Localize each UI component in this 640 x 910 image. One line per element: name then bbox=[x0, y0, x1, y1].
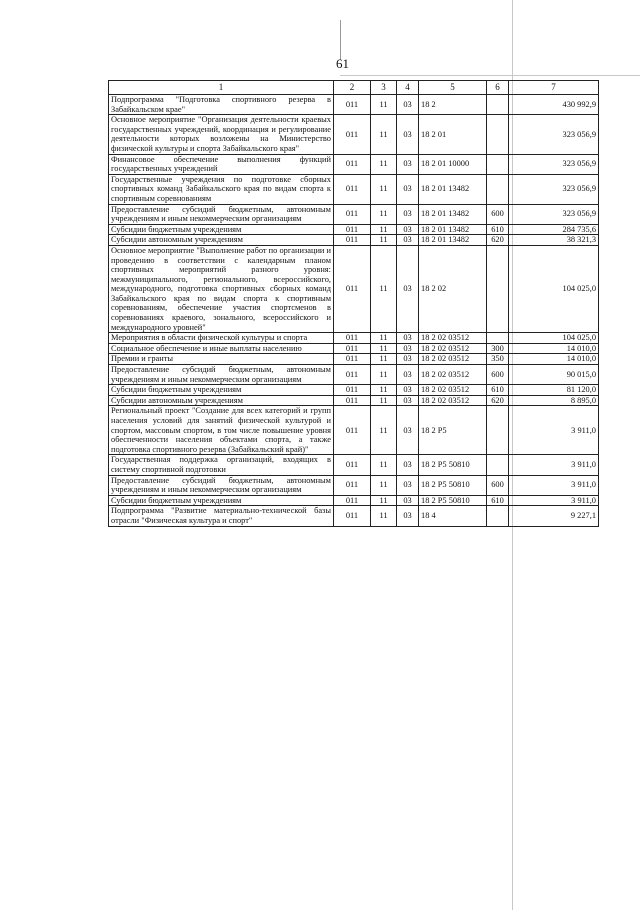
table-row bbox=[109, 406, 599, 455]
expense-type-code bbox=[487, 333, 509, 344]
row-name: Предоставление субсидий бюджетным, автономным учреждениям и иным некоммерческим организациям bbox=[109, 204, 334, 224]
target-article-code: 18 2 P5 bbox=[419, 406, 487, 455]
expense-type-code: 600 bbox=[487, 365, 509, 385]
target-article-code: 18 2 02 03512 bbox=[419, 395, 487, 406]
ministry-code: 011 bbox=[334, 245, 371, 332]
amount: 14 010,0 bbox=[509, 343, 599, 354]
row-name: Региональный проект "Создание для всех категорий и групп населения условий для занятий физической культурой и спортом, массовым спортом, в том числе повышение уровня обеспеченности населения объектами спорта, а также подготовка спортивного резерва (Забайкальский край)" bbox=[109, 406, 334, 455]
row-name: Премии и гранты bbox=[109, 354, 334, 365]
target-article-code: 18 2 02 bbox=[419, 245, 487, 332]
target-article-code: 18 2 P5 50810 bbox=[419, 475, 487, 495]
subsection-code: 03 bbox=[397, 224, 419, 235]
table-row bbox=[109, 115, 599, 154]
table-row bbox=[109, 475, 599, 495]
subsection-code: 03 bbox=[397, 115, 419, 154]
table-row bbox=[109, 235, 599, 246]
row-name: Субсидии бюджетным учреждениям bbox=[109, 495, 334, 506]
expense-type-code: 600 bbox=[487, 475, 509, 495]
column-header-4: 4 bbox=[397, 81, 419, 95]
column-header-6: 6 bbox=[487, 81, 509, 95]
row-name: Социальное обеспечение и иные выплаты населению bbox=[109, 343, 334, 354]
ministry-code: 011 bbox=[334, 495, 371, 506]
amount: 14 010,0 bbox=[509, 354, 599, 365]
target-article-code: 18 2 02 03512 bbox=[419, 385, 487, 396]
section-code: 11 bbox=[371, 333, 397, 344]
amount: 9 227,1 bbox=[509, 506, 599, 526]
row-name: Основное мероприятие "Организация деятельности краевых государственных учреждений, координация и регулирование деятельности которых возложены на Министерство физической культуры и спорта Забайкальского края" bbox=[109, 115, 334, 154]
section-code: 11 bbox=[371, 495, 397, 506]
subsection-code: 03 bbox=[397, 385, 419, 396]
subsection-code: 03 bbox=[397, 154, 419, 174]
column-header-1: 1 bbox=[109, 81, 334, 95]
budget-table bbox=[108, 80, 599, 527]
subsection-code: 03 bbox=[397, 204, 419, 224]
table-row bbox=[109, 343, 599, 354]
amount: 81 120,0 bbox=[509, 385, 599, 396]
amount: 90 015,0 bbox=[509, 365, 599, 385]
target-article-code: 18 2 P5 50810 bbox=[419, 455, 487, 475]
row-name: Субсидии автономным учреждениям bbox=[109, 235, 334, 246]
target-article-code: 18 2 01 13482 bbox=[419, 235, 487, 246]
amount: 323 056,9 bbox=[509, 154, 599, 174]
expense-type-code: 300 bbox=[487, 343, 509, 354]
row-name: Финансовое обеспечение выполнения функций государственных учреждений bbox=[109, 154, 334, 174]
ministry-code: 011 bbox=[334, 455, 371, 475]
ministry-code: 011 bbox=[334, 506, 371, 526]
table-row bbox=[109, 365, 599, 385]
expense-type-code bbox=[487, 245, 509, 332]
subsection-code: 03 bbox=[397, 495, 419, 506]
ministry-code: 011 bbox=[334, 115, 371, 154]
amount: 3 911,0 bbox=[509, 406, 599, 455]
subsection-code: 03 bbox=[397, 343, 419, 354]
expense-type-code: 620 bbox=[487, 235, 509, 246]
target-article-code: 18 2 01 10000 bbox=[419, 154, 487, 174]
column-header-3: 3 bbox=[371, 81, 397, 95]
expense-type-code bbox=[487, 406, 509, 455]
expense-type-code bbox=[487, 455, 509, 475]
ministry-code: 011 bbox=[334, 354, 371, 365]
row-name: Подпрограмма "Развитие материально-технической базы отрасли "Физическая культура и спорт" bbox=[109, 506, 334, 526]
expense-type-code bbox=[487, 174, 509, 204]
ministry-code: 011 bbox=[334, 95, 371, 115]
section-code: 11 bbox=[371, 354, 397, 365]
section-code: 11 bbox=[371, 154, 397, 174]
ministry-code: 011 bbox=[334, 343, 371, 354]
expense-type-code: 610 bbox=[487, 224, 509, 235]
row-name: Государственная поддержка организаций, входящих в систему спортивной подготовки bbox=[109, 455, 334, 475]
subsection-code: 03 bbox=[397, 506, 419, 526]
table-row bbox=[109, 495, 599, 506]
amount: 104 025,0 bbox=[509, 333, 599, 344]
subsection-code: 03 bbox=[397, 95, 419, 115]
section-code: 11 bbox=[371, 455, 397, 475]
row-name: Государственные учреждения по подготовке сборных спортивных команд Забайкальского края по видам спорта к спортивным соревнованиям bbox=[109, 174, 334, 204]
table-row bbox=[109, 154, 599, 174]
target-article-code: 18 2 02 03512 bbox=[419, 354, 487, 365]
subsection-code: 03 bbox=[397, 395, 419, 406]
subsection-code: 03 bbox=[397, 174, 419, 204]
expense-type-code: 610 bbox=[487, 495, 509, 506]
target-article-code: 18 2 P5 50810 bbox=[419, 495, 487, 506]
section-code: 11 bbox=[371, 245, 397, 332]
column-header-5: 5 bbox=[419, 81, 487, 95]
ministry-code: 011 bbox=[334, 154, 371, 174]
section-code: 11 bbox=[371, 235, 397, 246]
expense-type-code bbox=[487, 115, 509, 154]
target-article-code: 18 2 01 13482 bbox=[419, 224, 487, 235]
ministry-code: 011 bbox=[334, 204, 371, 224]
amount: 104 025,0 bbox=[509, 245, 599, 332]
column-header-2: 2 bbox=[334, 81, 371, 95]
target-article-code: 18 2 01 bbox=[419, 115, 487, 154]
row-name: Предоставление субсидий бюджетным, автономным учреждениям и иным некоммерческим организациям bbox=[109, 365, 334, 385]
section-code: 11 bbox=[371, 224, 397, 235]
expense-type-code: 600 bbox=[487, 204, 509, 224]
row-name: Мероприятия в области физической культуры и спорта bbox=[109, 333, 334, 344]
amount: 3 911,0 bbox=[509, 455, 599, 475]
table-row bbox=[109, 95, 599, 115]
ministry-code: 011 bbox=[334, 406, 371, 455]
section-code: 11 bbox=[371, 95, 397, 115]
target-article-code: 18 2 01 13482 bbox=[419, 174, 487, 204]
table-row bbox=[109, 174, 599, 204]
row-name: Подпрограмма "Подготовка спортивного резерва в Забайкальском крае" bbox=[109, 95, 334, 115]
amount: 284 735,6 bbox=[509, 224, 599, 235]
amount: 323 056,9 bbox=[509, 204, 599, 224]
target-article-code: 18 2 02 03512 bbox=[419, 333, 487, 344]
subsection-code: 03 bbox=[397, 475, 419, 495]
amount: 323 056,9 bbox=[509, 115, 599, 154]
target-article-code: 18 2 bbox=[419, 95, 487, 115]
table-row bbox=[109, 354, 599, 365]
section-code: 11 bbox=[371, 343, 397, 354]
ministry-code: 011 bbox=[334, 385, 371, 396]
ministry-code: 011 bbox=[334, 395, 371, 406]
expense-type-code bbox=[487, 506, 509, 526]
table-row bbox=[109, 204, 599, 224]
section-code: 11 bbox=[371, 365, 397, 385]
section-code: 11 bbox=[371, 174, 397, 204]
expense-type-code: 610 bbox=[487, 385, 509, 396]
ministry-code: 011 bbox=[334, 365, 371, 385]
subsection-code: 03 bbox=[397, 365, 419, 385]
ministry-code: 011 bbox=[334, 174, 371, 204]
section-code: 11 bbox=[371, 385, 397, 396]
table-body bbox=[109, 95, 599, 527]
section-code: 11 bbox=[371, 115, 397, 154]
target-article-code: 18 2 02 03512 bbox=[419, 365, 487, 385]
row-name: Основное мероприятие "Выполнение работ по организации и проведению в соответствии с календарным планом спортивных мероприятий разного уровня: межмуниципального, регионального, всероссийского, международного, подготовка спортивных сборных команд Забайкальского края по видам спорта к спортивным соревнованиям, обеспечение участия спортсменов в соревнованиях краевого, зонального, всероссийского и международного уровней" bbox=[109, 245, 334, 332]
column-header-7: 7 bbox=[509, 81, 599, 95]
expense-type-code bbox=[487, 95, 509, 115]
amount: 8 895,0 bbox=[509, 395, 599, 406]
table-row bbox=[109, 245, 599, 332]
expense-type-code bbox=[487, 154, 509, 174]
subsection-code: 03 bbox=[397, 406, 419, 455]
scan-horizontal-line bbox=[340, 75, 640, 76]
section-code: 11 bbox=[371, 204, 397, 224]
table-row bbox=[109, 385, 599, 396]
ministry-code: 011 bbox=[334, 224, 371, 235]
target-article-code: 18 2 01 13482 bbox=[419, 204, 487, 224]
subsection-code: 03 bbox=[397, 455, 419, 475]
section-code: 11 bbox=[371, 395, 397, 406]
scan-vertical-line-faint bbox=[340, 20, 341, 60]
table-row bbox=[109, 455, 599, 475]
row-name: Предоставление субсидий бюджетным, автономным учреждениям и иным некоммерческим организациям bbox=[109, 475, 334, 495]
row-name: Субсидии бюджетным учреждениям bbox=[109, 385, 334, 396]
amount: 38 321,3 bbox=[509, 235, 599, 246]
ministry-code: 011 bbox=[334, 235, 371, 246]
section-code: 11 bbox=[371, 475, 397, 495]
table-row bbox=[109, 506, 599, 526]
expense-type-code: 350 bbox=[487, 354, 509, 365]
table-row bbox=[109, 395, 599, 406]
ministry-code: 011 bbox=[334, 475, 371, 495]
row-name: Субсидии автономным учреждениям bbox=[109, 395, 334, 406]
subsection-code: 03 bbox=[397, 245, 419, 332]
section-code: 11 bbox=[371, 506, 397, 526]
expense-type-code: 620 bbox=[487, 395, 509, 406]
table-row bbox=[109, 333, 599, 344]
amount: 3 911,0 bbox=[509, 495, 599, 506]
amount: 430 992,9 bbox=[509, 95, 599, 115]
subsection-code: 03 bbox=[397, 235, 419, 246]
table-header-row bbox=[109, 81, 599, 95]
target-article-code: 18 2 02 03512 bbox=[419, 343, 487, 354]
ministry-code: 011 bbox=[334, 333, 371, 344]
subsection-code: 03 bbox=[397, 333, 419, 344]
amount: 3 911,0 bbox=[509, 475, 599, 495]
page-number: 61 bbox=[336, 56, 349, 71]
target-article-code: 18 4 bbox=[419, 506, 487, 526]
row-name: Субсидии бюджетным учреждениям bbox=[109, 224, 334, 235]
amount: 323 056,9 bbox=[509, 174, 599, 204]
subsection-code: 03 bbox=[397, 354, 419, 365]
section-code: 11 bbox=[371, 406, 397, 455]
table-row bbox=[109, 224, 599, 235]
